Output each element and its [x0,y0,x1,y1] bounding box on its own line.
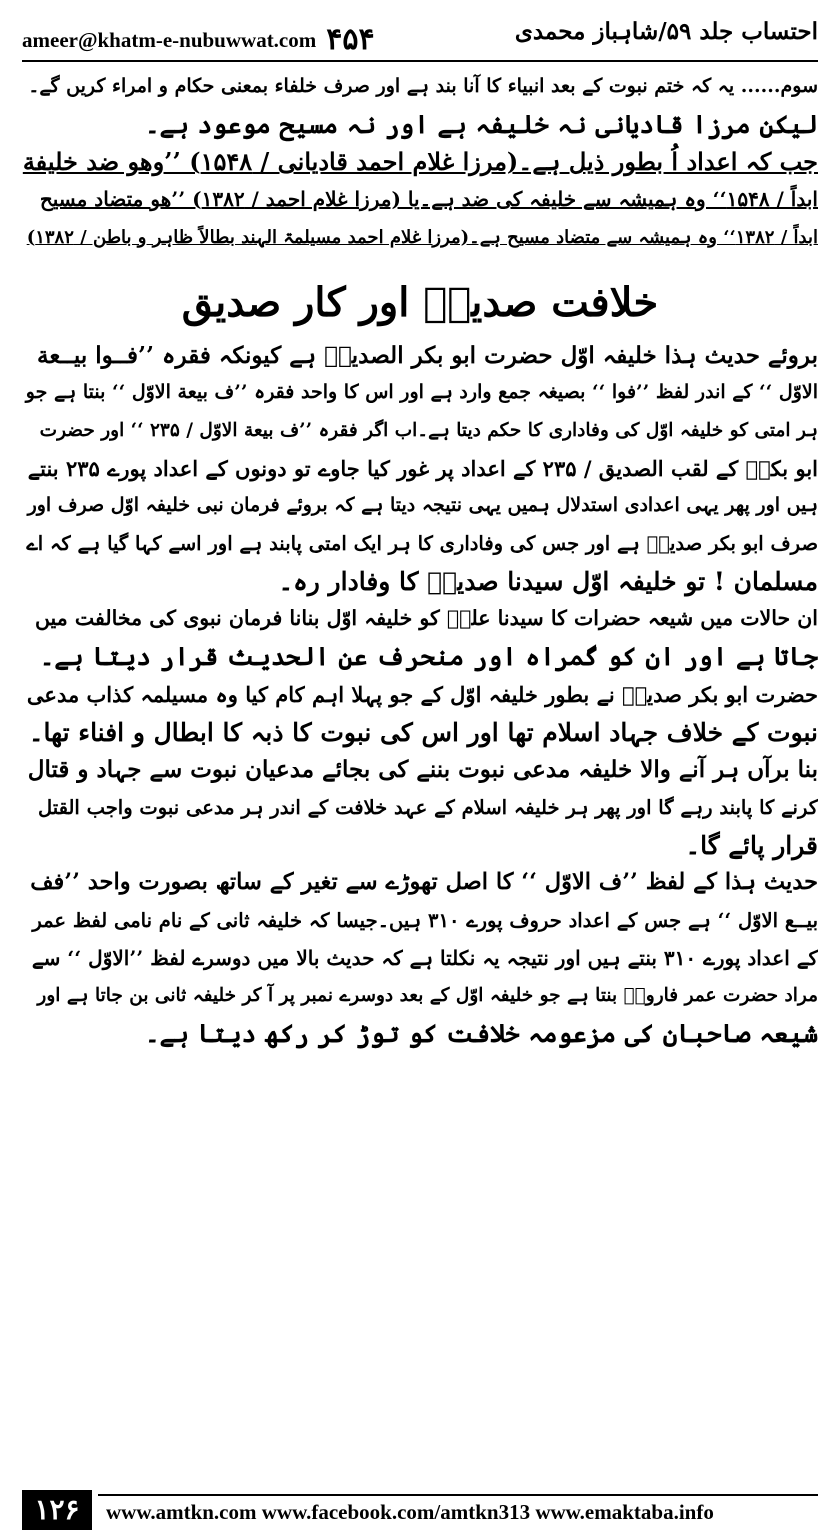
text-line: ہر امتی کو خلیفہ اوّل کی وفاداری کا حکم دیتا ہے۔اب اگر فقرہ ’’ف بیعة الاوّل / ۲۳۵ ‘‘ اور حضرت [39,419,818,441]
text-line: حضرت ابو بکر صدیقؓ نے بطور خلیفہ اوّل کے جو پہلا اہم کام کیا وہ مسیلمہ کذاب مدعی [26,681,818,707]
header-rule [22,60,818,62]
header-book-info: احتساب جلد ۵۹/شاہباز محمدی [514,18,818,45]
text-line: نبوت کے خلاف جہاد اسلام تھا اور اس کی نبوت کا ذبہ کا ابطال و افناء تھا۔ [28,717,818,747]
text-line: شیعہ صاحبان کی مزعومہ خلافت کو توڑ کر رکھ دیتا ہے۔ [145,1019,818,1049]
text-line: مراد حضرت عمر فاروقؓ بنتا ہے جو خلیفہ اوّل کے بعد دوسرے نمبر پر آ کر خلیفہ ثانی بن جاتا ہے اور [37,985,818,1007]
footer-urls: www.amtkn.com www.facebook.com/amtkn313 www.emaktaba.info [106,1500,714,1524]
text-line: ابداً / ۱۵۴۸‘‘ وہ ہمیشہ سے خلیفہ کی ضد ہے۔یا (مرزا غلام احمد / ۱۳۸۲) ’’ھو متضاد مسیح [39,187,818,212]
text-line: ابداً / ۱۳۸۲‘‘ وہ ہمیشہ سے متضاد مسیح ہے۔(مرزا غلام احمد مسیلمۃ الہند بطالاً ظاہر و باطن / ۱۳۸۲) [26,226,818,248]
text-line: کرنے کا پابند رہے گا اور پھر ہر خلیفہ اسلام کے عہد خلافت کے اندر ہر مدعی نبوت واجب القتل [37,795,818,819]
text-line: جاتا ہے اور ان کو گمراہ اور منحرف عن الحدیث قرار دیتا ہے۔ [39,642,818,672]
text-line: ابو بکرؓ کے لقب الصدیق / ۲۳۵ کے اعداد پر غور کیا جاوے تو دونوں کے اعداد پورے ۲۳۵ بنتے [27,455,818,481]
section-title: خلافت صدیقؓ اور کار صدیق [181,278,659,326]
text-line: مسلمان ! تو خلیفہ اوّل سیدنا صدیقؓ کا وفادار رہ۔ [278,566,818,596]
text-line: صرف ابو بکر صدیقؓ ہے اور جس کی وفاداری کا ہر ایک امتی پابند ہے اور اسے کہا گیا ہے کہ اے [26,532,818,556]
text-line: قرار پائے گا۔ [685,830,818,860]
footer-rule [98,1494,818,1496]
text-line: حدیث ہذا کے لفظ ’’ف الاوّل ‘‘ کا اصل تھوڑے سے تغیر کے ساتھ بصورت واحد ’’فف [30,869,818,896]
page-header [22,18,818,54]
footer-page-number: ۱۲۶ [22,1490,92,1530]
text-line: بیــع الاوّل ‘‘ ہے جس کے اعداد حروف پورے ۳۱۰ ہیں۔جیسا کہ خلیفہ ثانی کے نام نامی لفظ عمر [32,909,818,933]
page-footer [22,1490,818,1532]
text-line: بنا برآں ہر آنے والا خلیفہ مدعی نبوت بننے کی بجائے مدعیان نبوت سے جہاد و قتال [27,756,818,784]
text-line: ان حالات میں شیعہ حضرات کا سیدنا علیؓ کو خلیفہ اوّل بنانا فرمان نبوی کی مخالفت میں [34,606,818,631]
header-page-number: ۴۵۴ [326,23,375,56]
header-email: ameer@khatm-e-nubuwwat.com [22,28,317,52]
text-line: کے اعداد پورے ۳۱۰ بنتے ہیں اور نتیجہ یہ نکلتا ہے کہ حدیث بالا میں دوسرے لفظ ’’الاوّل ‘‘ سے [31,945,818,970]
page-body [22,68,818,1053]
text-line: جب کہ اعداد اُ بطور ذیل ہے۔(مرزا غلام احمد قادیانی / ۱۵۴۸) ’’وھو ضد خلیفة [22,147,818,177]
text-line: لیکن مرزا قادیانی نہ خلیفہ ہے اور نہ مسیح موعود ہے۔ [145,109,818,139]
text-line: الاوّل ‘‘ کے اندر لفظ ’’فوا ‘‘ بصیغہ جمع وارد ہے اور اس کا واحد فقرہ ’’ف بیعة الاوّل ‘‘ بنتا ہے جو [25,381,818,404]
header-left [22,22,375,57]
text-line: بروئے حدیث ہذا خلیفہ اوّل حضرت ابو بکر الصدیقؓ ہے کیونکہ فقرہ ’’فــوا بیــعة [37,341,818,369]
text-line: ہیں اور پھر یہی اعدادی استدلال ہمیں یہی نتیجہ دیتا ہے کہ بروئے فرمان نبی خلیفہ اوّل صرف اور [27,494,818,517]
text-line: سوم...... یہ کہ ختم نبوت کے بعد انبیاء کا آنا بند ہے اور صرف خلفاء بمعنی حکام و امراء کریں گے۔ [28,75,818,97]
